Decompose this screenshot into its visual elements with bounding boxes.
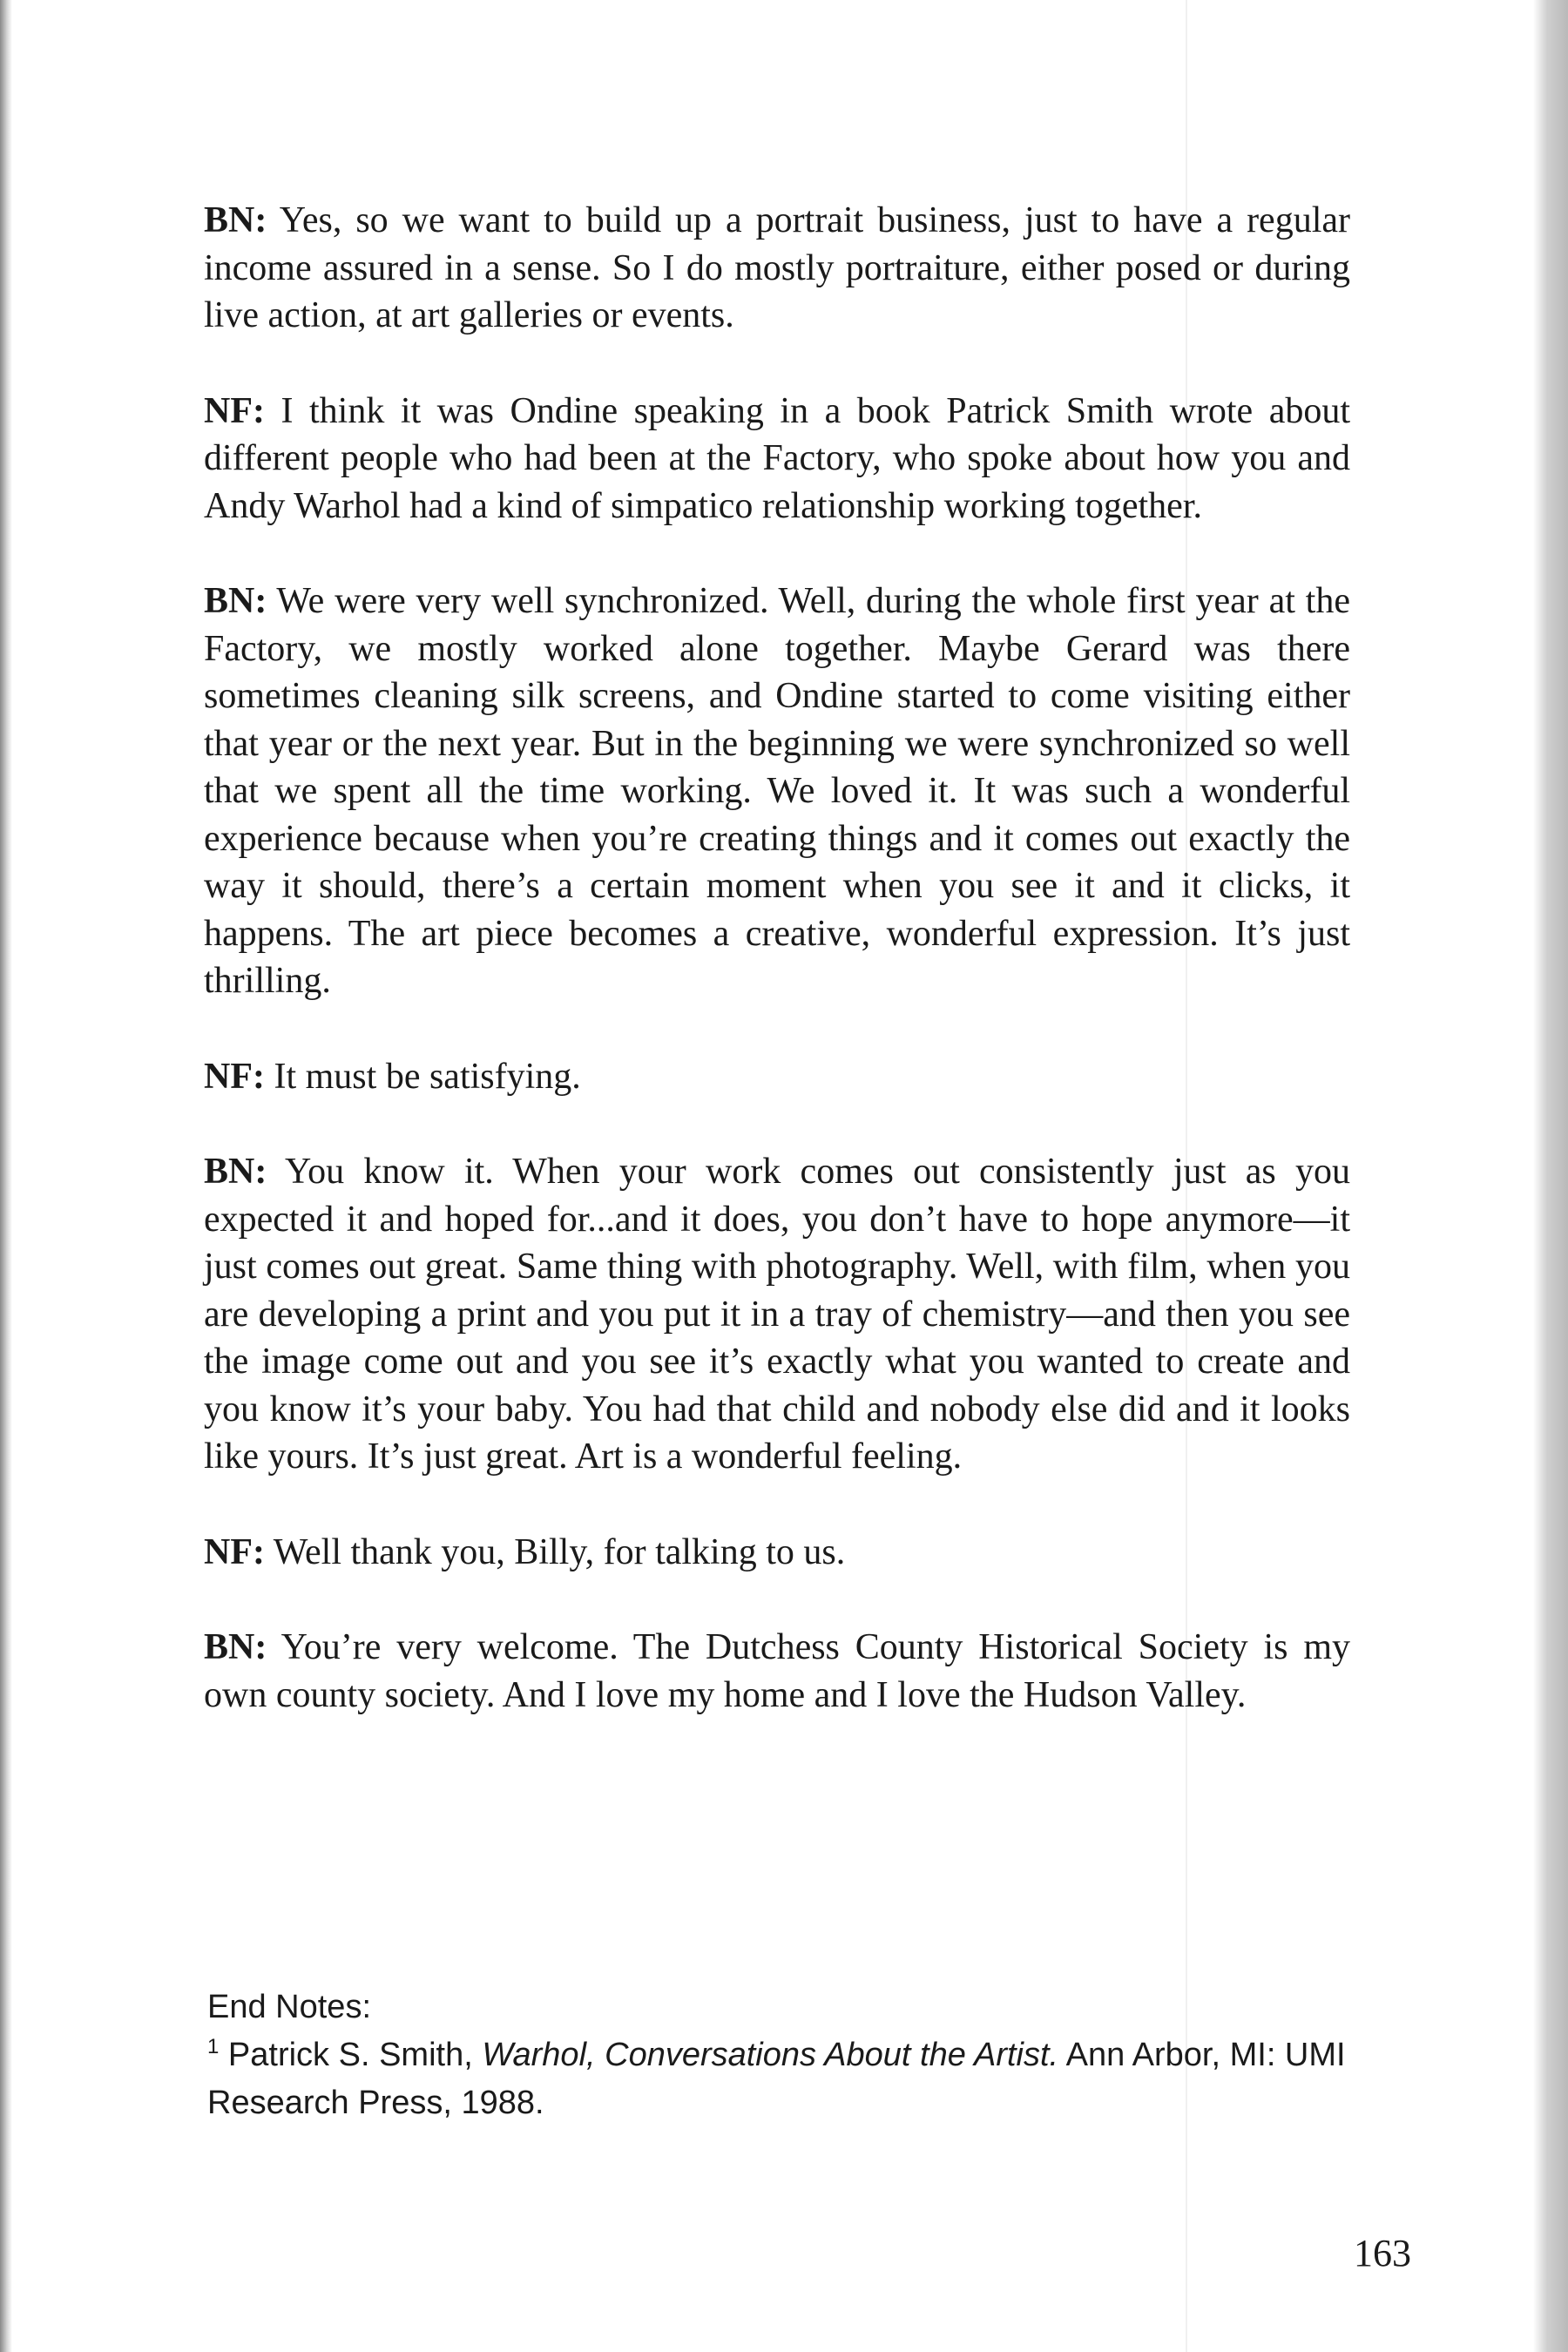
- dialogue-paragraph: [204, 1529, 1350, 1577]
- scan-edge-right: [1533, 0, 1568, 2352]
- endnote-title: Warhol, Conversations About the Artist.: [482, 2037, 1059, 2073]
- endnotes-heading: End Notes:: [207, 1989, 371, 2025]
- scan-edge-left: [0, 0, 12, 2352]
- speaker-label: NF:: [204, 1056, 265, 1097]
- endnote-marker: 1: [207, 2035, 220, 2058]
- dialogue-text: I think it was Ondine speaking in a book Patrick Smith wrote about different people who had been at the Factory, who spoke about how you and Andy Warhol had a kind of simpatico relationship working together.: [204, 390, 1351, 526]
- endnote-item: [207, 2031, 1350, 2127]
- dialogue-text: We were very well synchronized. Well, during the whole first year at the Factory, we mostly worked alone together. Maybe Gerard was there sometimes cleaning silk screens, and Ondine started to come visiting either that year or the next year. But in the beginning we were synchronized so well that we spent all the time working. We loved it. It was such a wonderful experience because when you’re creating things and it comes out exactly the way it should, there’s a certain moment when you see it and it clicks, it happens. The art piece becomes a creative, wonderful expression. It’s just thrilling.: [204, 581, 1350, 1001]
- page-number: 163: [1354, 2232, 1411, 2274]
- dialogue-paragraph: [204, 1148, 1350, 1481]
- dialogue-text: Yes, so we want to build up a portrait business, just to have a regular income assured in a sense. So I do mostly portraiture, either posed or during live action, at art galleries or events.: [204, 200, 1350, 335]
- speaker-label: BN:: [204, 581, 267, 621]
- dialogue-paragraph: [204, 578, 1350, 1005]
- speaker-label: BN:: [204, 1152, 267, 1192]
- speaker-label: NF:: [204, 390, 265, 431]
- speaker-label: BN:: [204, 1627, 267, 1667]
- dialogue-text: You know it. When your work comes out consistently just as you expected it and hoped for...and it does, you don’t have to hope anymore—it just comes out great. Same thing with photography. Well, with film, when you are developing a print and you put it in a tray of chemistry—and then you see the image come out and you see it’s exactly what you wanted to create and you know it’s your baby. You had that child and nobody else did and it looks like yours. It’s just great. Art is a wonderful feeling.: [204, 1152, 1350, 1477]
- speaker-label: BN:: [204, 200, 267, 240]
- dialogue-text: It must be satisfying.: [274, 1056, 581, 1097]
- dialogue-text: Well thank you, Billy, for talking to us.: [273, 1531, 846, 1572]
- dialogue-paragraph: [204, 1624, 1350, 1719]
- endnotes-section: [207, 1984, 1350, 2127]
- endnote-publication: Ann Arbor, MI: UMI Research Press, 1988.: [207, 2037, 1346, 2121]
- dialogue-paragraph: [204, 388, 1350, 531]
- dialogue-paragraph: [204, 1053, 1350, 1101]
- dialogue-paragraph: [204, 197, 1350, 340]
- endnote-author: Patrick S. Smith,: [227, 2037, 473, 2073]
- speaker-label: NF:: [204, 1531, 265, 1572]
- dialogue-text: You’re very welcome. The Dutchess County Historical Society is my own county society. And I love my home and I love the Hudson Valley.: [204, 1627, 1350, 1715]
- interview-transcript: [204, 197, 1350, 1767]
